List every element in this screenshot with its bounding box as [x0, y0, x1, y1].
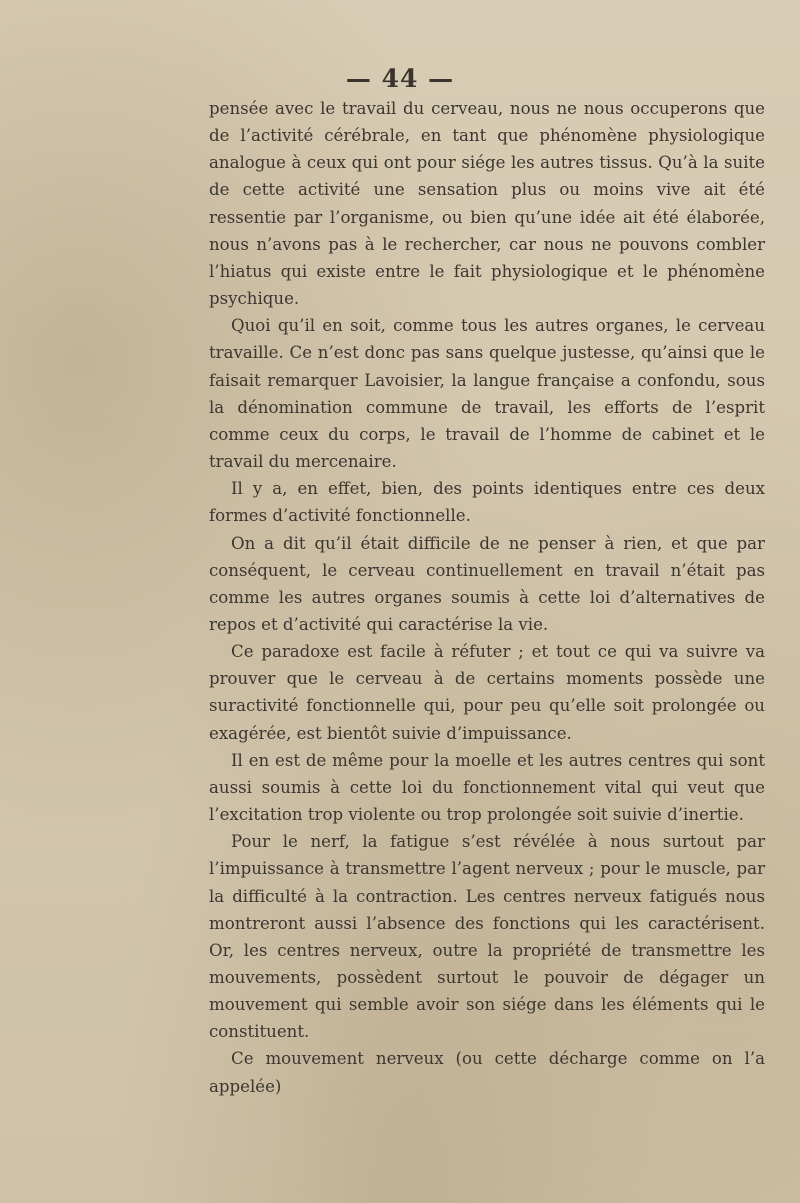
paragraph-7: Pour le nerf, la fatigue s’est révélée à nous surtout par l’impuissance à transmettre l’agent nerveux ; pour le muscle, par la difficulté à la contraction. Les centres nerveux fatigués nous montreront aussi l’absence des fonctions qui les caractérisent. Or, les centres nerveux, outre la propriété de transmettre les mouvements, possèdent surtout le pouvoir de dégager un mouvement qui semble avoir son siége dans les éléments qui le constituent. [209, 832, 765, 1042]
paragraph-4: On a dit qu’il était difficile de ne penser à rien, et que par conséquent, le cerveau continuellement en travail n’était pas comme les autres organes soumis à cette loi d’alternatives de repos et d’activité qui caractérise la vie. [209, 533, 765, 634]
paragraph-2: Quoi qu’il en soit, comme tous les autres organes, le cerveau travaille. Ce n’est donc pas sans quelque justesse, qu’ainsi que le faisait remarquer Lavoisier, la langue française a confondu, sous la dénomination commune de travail, les efforts de l’esprit comme ceux du corps, le travail de l’homme de cabinet et le travail du mercenaire. [209, 316, 765, 472]
paragraph-3: Il y a, en effet, bien, des points identiques entre ces deux formes d’activité fonctionnelle. [209, 479, 765, 526]
paragraph-8: Ce mouvement nerveux (ou cette décharge comme on l’a appelée) [209, 1049, 765, 1096]
page-number: — 44 — [345, 64, 455, 93]
paragraph-1: pensée avec le travail du cerveau, nous ne nous occuperons que de l’activité cérébrale, en tant que phénomène physiologique analogue à ceux qui ont pour siége les autres tissus. Qu’à la suite de cette activité une sensation plus ou moins vive ait été ressentie par l’organisme, ou bien qu’une idée ait été élaborée, nous n’avons pas à le rechercher, car nous ne pouvons combler l’hiatus qui existe entre le fait physiologique et le phénomène psychique. [209, 99, 765, 309]
paragraph-6: Il en est de même pour la moelle et les autres centres qui sont aussi soumis à cette loi du fonctionnement vital qui veut que l’excitation trop violente ou trop prolongée soit suivie d’inertie. [209, 750, 765, 825]
paragraph-5: Ce paradoxe est facile à réfuter ; et tout ce qui va suivre va prouver que le cerveau à de certains moments possède une suractivité fonctionnelle qui, pour peu qu’elle soit prolongée ou exagérée, est bientôt suivie d’impuissance. [209, 642, 765, 743]
body-text [209, 95, 765, 1100]
